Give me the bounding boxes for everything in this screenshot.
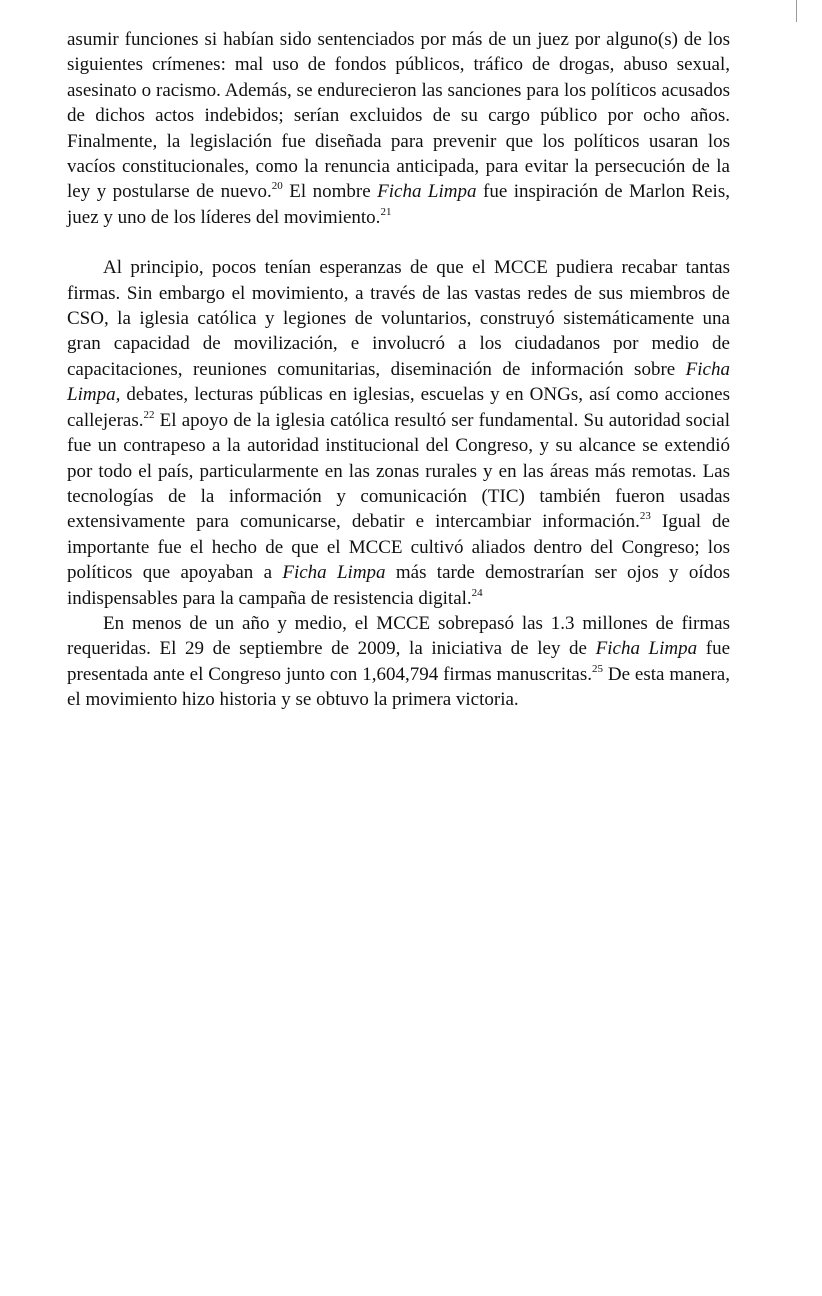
text-run: fue presentada ante el Congreso junto con 1,604,794 firmas manuscritas. (67, 638, 731, 685)
text-run: más tarde demostrarían ser ojos y oídos indispensables para la campaña de resistencia digital. (67, 562, 731, 609)
italic-term: Ficha Limpa (377, 181, 477, 203)
footnote-marker: 25 (592, 662, 603, 675)
text-run: Al principio, pocos tenían esperanzas de que el MCCE pudiera recabar tantas firmas. Sin embargo el movimiento, a través de las vastas redes de sus miembros de CSO, la iglesia católica y legiones de voluntarios, construyó sistemáticamente una gran capacidad de movilización, e involucró a los ciudadanos por medio de capacitaciones, reuniones comunitarias, diseminación de información sobre (67, 257, 730, 380)
paragraph-1 (67, 27, 730, 230)
text-run: debates, lecturas públicas en iglesias, escuelas y en ONGs, así como acciones callejeras. (67, 384, 730, 431)
paragraph-3 (67, 611, 730, 713)
footnote-marker: 23 (639, 510, 651, 523)
text-run: El nombre (282, 181, 378, 203)
footnote-marker: 21 (380, 205, 392, 218)
text-run: asumir funciones si habían sido sentenciados por más de un juez por alguno(s) de los siguientes crímenes: mal uso de fondos públicos, tráfico de drogas, abuso sexual, asesinato o racismo. Además, se endurecieron las sanciones para los políticos acusados de dichos actos indebidos; serían excluidos de su cargo público por ocho años. Finalmente, la legislación fue diseñada para prevenir que los políticos usaran los vacíos constitucionales, como la renuncia anticipada, para evitar la persecución de la ley y postularse de nuevo. (67, 29, 730, 203)
document-page (67, 27, 730, 713)
paragraph-2 (67, 255, 730, 611)
footnote-marker: 20 (271, 180, 283, 193)
text-run: fue inspiración de Marlon Reis, juez y uno de los líderes del movimiento. (67, 181, 730, 228)
footnote-marker: 22 (143, 408, 155, 421)
page-edge-line (796, 0, 797, 22)
text-run: El apoyo de la iglesia católica resultó ser fundamental. Su autoridad social fue un contrapeso a la autoridad institucional del Congreso, y su alcance se extendió por todo el país, particularmente en las zonas rurales y en las áreas más remotas. Las tecnologías de la información y comunicación (TIC) también fueron usadas extensivamente para comunicarse, debatir e intercambiar información. (67, 409, 730, 533)
text-run: Igual de importante fue el hecho de que el MCCE cultivó aliados dentro del Congreso; los políticos que apoyaban a (67, 511, 730, 584)
italic-term: Ficha Limpa (282, 562, 386, 584)
footnote-marker: 24 (471, 586, 483, 599)
text-run: De esta manera, el movimiento hizo historia y se obtuvo la primera victoria. (67, 663, 730, 711)
italic-term: Ficha Limpa (595, 638, 698, 660)
italic-term: Ficha Limpa, (67, 358, 730, 406)
text-run: En menos de un año y medio, el MCCE sobrepasó las 1.3 millones de firmas requeridas. El 29 de septiembre de 2009, la iniciativa de ley de (67, 612, 730, 660)
